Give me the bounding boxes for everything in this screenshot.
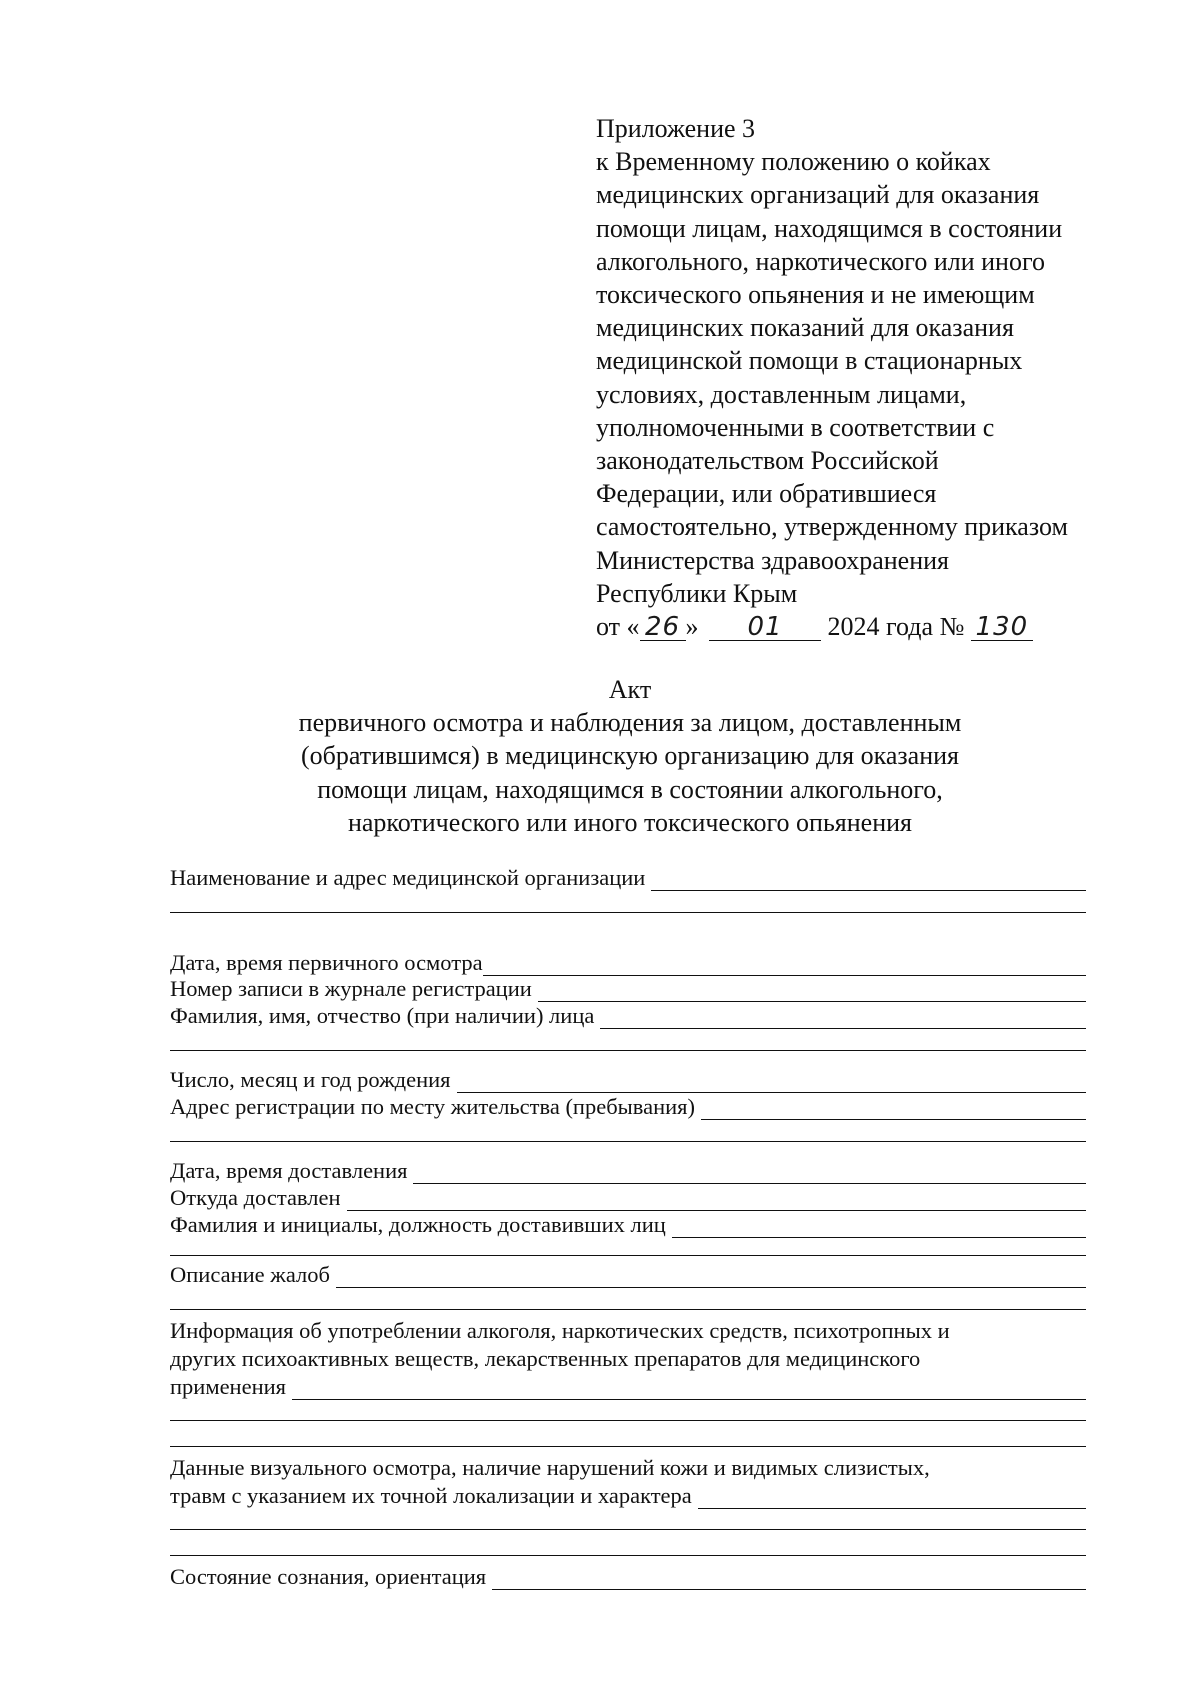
consciousness-label: Состояние сознания, ориентация: [170, 1564, 487, 1589]
visual-text-1: Данные визуального осмотра, наличие нарушений кожи и видимых слизистых,: [170, 1455, 930, 1480]
annex-line: медицинских организаций для оказания: [596, 180, 1040, 210]
complaints-field: [170, 1262, 1086, 1288]
complaints-extra-line[interactable]: [170, 1309, 1086, 1310]
act-title-line: (обратившимся) в медицинскую организацию для оказания: [300, 741, 960, 771]
annex-line: токсического опьянения и не имеющим: [596, 280, 1035, 310]
substance-input-line[interactable]: [292, 1379, 1086, 1400]
complaints-input-line[interactable]: [336, 1267, 1086, 1288]
act-title-line: помощи лицам, находящимся в состоянии алкогольного,: [317, 774, 943, 804]
substance-field: [170, 1374, 1086, 1400]
deliverers-input-line[interactable]: [672, 1217, 1086, 1238]
exam-datetime-input-line[interactable]: [483, 955, 1086, 976]
delivery-input-line[interactable]: [413, 1163, 1086, 1184]
org-field: [170, 865, 1086, 891]
exam-datetime-field: [170, 950, 1086, 976]
birth-field: [170, 1067, 1086, 1093]
date-prefix: от «: [596, 612, 640, 642]
date-mid: »: [685, 612, 699, 642]
journal-field: [170, 976, 1086, 1002]
act-title: [200, 673, 1060, 839]
consciousness-input-line[interactable]: [492, 1569, 1086, 1590]
substance-extra-line-2[interactable]: [170, 1446, 1086, 1447]
annex-header: [596, 112, 1156, 643]
fio-label: Фамилия, имя, отчество (при наличии) лица: [170, 1003, 595, 1028]
from-input-line[interactable]: [347, 1190, 1086, 1211]
org-label: Наименование и адрес медицинской организации: [170, 865, 646, 890]
substance-label: применения: [170, 1374, 287, 1399]
handwritten-month: 01: [709, 614, 821, 641]
annex-line: Федерации, или обратившиеся: [596, 479, 937, 509]
delivery-datetime-field: [170, 1158, 1086, 1184]
annex-line: медицинской помощи в стационарных: [596, 346, 1023, 376]
annex-line: Республики Крым: [596, 578, 798, 608]
exam-datetime-label: Дата, время первичного осмотра: [170, 950, 483, 975]
annex-line: Министерства здравоохранения: [596, 545, 949, 575]
order-date-line: [596, 610, 1156, 643]
complaints-label: Описание жалоб: [170, 1262, 330, 1287]
journal-label: Номер записи в журнале регистрации: [170, 976, 532, 1001]
visual-extra-line-2[interactable]: [170, 1555, 1086, 1556]
delivery-label: Дата, время доставления: [170, 1158, 408, 1183]
substance-extra-line-1[interactable]: [170, 1420, 1086, 1421]
address-input-line[interactable]: [701, 1099, 1086, 1120]
year-text: 2024 года №: [827, 612, 965, 642]
from-field: [170, 1185, 1086, 1211]
deliverers-field: [170, 1212, 1086, 1238]
address-label: Адрес регистрации по месту жительства (пребывания): [170, 1094, 696, 1119]
consciousness-field: [170, 1564, 1086, 1590]
address-extra-line[interactable]: [170, 1141, 1086, 1142]
handwritten-day: 26: [640, 614, 686, 641]
visual-label: травм с указанием их точной локализации и характера: [170, 1483, 692, 1508]
substance-text-2: других психоактивных веществ, лекарственных препаратов для медицинского: [170, 1346, 921, 1371]
birth-label: Число, месяц и год рождения: [170, 1067, 451, 1092]
handwritten-order-number: 130: [971, 614, 1033, 641]
act-title-line: наркотического или иного токсического опьянения: [347, 807, 913, 837]
deliverers-label: Фамилия и инициалы, должность доставивших лиц: [170, 1212, 666, 1237]
annex-line: алкогольного, наркотического или иного: [596, 246, 1045, 276]
act-title-line: первичного осмотра и наблюдения за лицом, доставленным: [298, 708, 962, 738]
birth-input-line[interactable]: [457, 1072, 1086, 1093]
annex-line: уполномоченными в соответствии с: [596, 412, 995, 442]
fio-input-line[interactable]: [600, 1008, 1086, 1029]
visual-extra-line-1[interactable]: [170, 1529, 1086, 1530]
annex-line: помощи лицам, находящимся в состоянии: [596, 213, 1063, 243]
act-heading: Акт: [608, 675, 652, 704]
fio-extra-line[interactable]: [170, 1050, 1086, 1051]
annex-line: Приложение 3: [596, 114, 756, 143]
deliverers-extra-line[interactable]: [170, 1255, 1086, 1256]
address-field: [170, 1094, 1086, 1120]
org-extra-line[interactable]: [170, 912, 1086, 913]
annex-line: к Временному положению о койках: [596, 147, 991, 177]
annex-line: самостоятельно, утвержденному приказом: [596, 512, 1068, 542]
annex-line: медицинских показаний для оказания: [596, 313, 1014, 343]
journal-input-line[interactable]: [538, 981, 1086, 1002]
visual-input-line[interactable]: [698, 1488, 1086, 1509]
visual-field: [170, 1483, 1086, 1509]
annex-line: законодательством Российской: [596, 446, 939, 476]
substance-text-1: Информация об употреблении алкоголя, наркотических средств, психотропных и: [170, 1318, 950, 1343]
annex-line: условиях, доставленным лицами,: [596, 379, 967, 409]
from-label: Откуда доставлен: [170, 1185, 341, 1210]
org-input-line[interactable]: [651, 870, 1086, 891]
fio-field: [170, 1003, 1086, 1029]
